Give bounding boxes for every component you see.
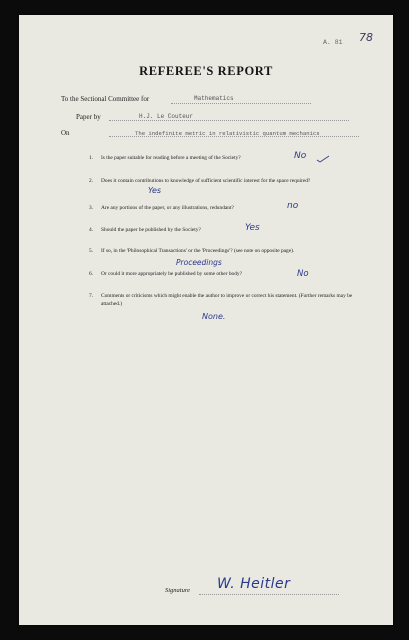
- page-number: 78: [359, 31, 373, 44]
- answer-4: Yes: [245, 223, 260, 233]
- question-number: 2.: [89, 178, 94, 184]
- report-title: REFEREE'S REPORT: [139, 64, 273, 78]
- question-text: Should the paper be published by the Society?: [101, 227, 201, 233]
- paper-by-value: H.J. Le Couteur: [139, 113, 194, 120]
- paper-by-label: Paper by: [76, 113, 101, 121]
- answer-3: no: [287, 201, 299, 211]
- question-number: 3.: [89, 205, 94, 211]
- answer-1: No: [294, 151, 307, 161]
- question-text: Does it contain contributions to knowledge of sufficient scientific interest for the space required?: [101, 178, 311, 184]
- committee-label: To the Sectional Committee for: [61, 95, 150, 103]
- question-text: Comments or criticisms which might enable the author to improve or correct his statement. (Further remarks may be attached.): [101, 293, 353, 307]
- question-number: 1.: [89, 155, 94, 161]
- question-text: Are any portions of the paper, or any illustrations, redundant?: [101, 205, 234, 211]
- committee-line: [171, 103, 311, 104]
- question-text: Is the paper suitable for reading before a meeting of the Society?: [101, 155, 241, 161]
- check-mark-icon: [316, 155, 330, 163]
- reference-code: A. 81: [323, 39, 343, 46]
- question-text: Or could it more appropriately be published by some other body?: [101, 271, 243, 277]
- answer-7: None.: [202, 312, 226, 321]
- report-sheet: [19, 15, 393, 625]
- question-number: 5.: [89, 248, 94, 254]
- question-number: 6.: [89, 271, 94, 277]
- on-value: The indefinite metric in relativistic quantum mechanics: [135, 130, 320, 137]
- signature-value: W. Heitler: [217, 576, 291, 592]
- answer-6: No: [297, 269, 309, 279]
- question-number: 4.: [89, 227, 94, 233]
- question-text: If so, in the 'Philosophical Transactions' or the 'Proceedings'? (see note on opposite page).: [101, 248, 295, 254]
- committee-value: Mathematics: [194, 95, 234, 102]
- signature-line: [199, 594, 339, 595]
- on-label: On: [61, 129, 70, 137]
- paper-by-line: [109, 120, 349, 121]
- signature-label: Signature: [165, 587, 191, 594]
- answer-5: Proceedings: [176, 258, 222, 267]
- answer-2: Yes: [148, 186, 162, 195]
- question-number: 7.: [89, 293, 94, 299]
